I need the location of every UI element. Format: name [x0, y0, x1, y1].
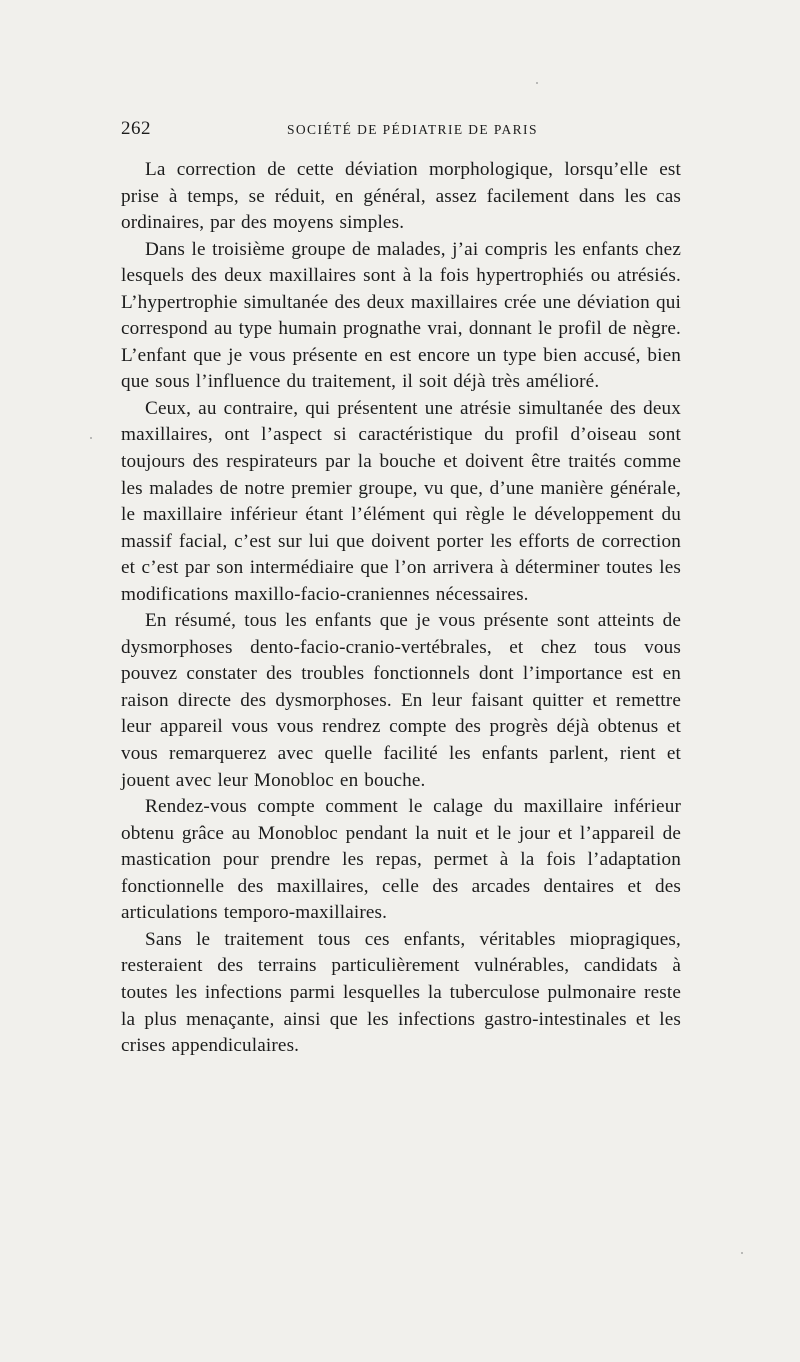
- paper-speck: [741, 1252, 743, 1254]
- running-head: SOCIÉTÉ DE PÉDIATRIE DE PARIS: [287, 122, 538, 137]
- paragraph-6: Sans le traitement tous ces enfants, véritables miopragiques, resteraient des terrains particulièrement vulnérables, candidats à toutes les infections parmi lesquelles la tuberculose pulmonaire reste la plus menaçante, ainsi que les infections gastro-intestinales et les crises appendiculaires.: [121, 928, 681, 1057]
- page-header: [121, 118, 681, 144]
- paragraph-5: Rendez-vous compte comment le calage du maxillaire inférieur obtenu grâce au Monobloc pendant la nuit et le jour et l’appareil de mastication pour prendre les repas, permet à la fois l’adaptation fonctionnelle des maxillaires, celle des arcades dentaires et des articulations temporo-maxillaires.: [121, 796, 681, 924]
- paragraph-1: La correction de cette déviation morphologique, lorsqu’elle est prise à temps, se réduit, en général, assez facilement dans les cas ordinaires, par des moyens simples.: [121, 159, 681, 234]
- paper-speck: [536, 82, 538, 84]
- paragraph-2: Dans le troisième groupe de malades, j’ai compris les enfants chez lesquels des deux maxillaires sont à la fois hypertrophiés ou atrésiés. L’hypertrophie simultanée des deux maxillaires crée une déviation qui correspond au type humain prognathe vrai, donnant le profil de nègre. L’enfant que je vous présente en est encore un type bien accusé, bien que sous l’influence du traitement, il soit déjà très amélioré.: [121, 238, 681, 393]
- body-text: [121, 157, 681, 1060]
- paragraph-4: En résumé, tous les enfants que je vous présente sont atteints de dysmorphoses dento-facio-cranio-vertébrales, et chez tous vous pouvez constater des troubles fonctionnels dont l’importance est en raison directe des dysmorphoses. En leur faisant quitter et remettre leur appareil vous vous rendrez compte des progrès déjà obtenus et vous remarquerez avec quelle facilité les enfants parlent, rient et jouent avec leur Monobloc en bouche.: [121, 610, 681, 791]
- paragraph-3: Ceux, au contraire, qui présentent une atrésie simultanée des deux maxillaires, ont l’aspect si caractéristique du profil d’oiseau sont toujours des respirateurs par la bouche et doivent être traités comme les malades de notre premier groupe, vu que, d’une manière générale, le maxillaire inférieur étant l’élément qui règle le développement du massif facial, c’est sur lui que doivent porter les efforts de correction et c’est par son intermédiaire que l’on arrivera à déterminer toutes les modifications maxillo-facio-craniennes nécessaires.: [121, 397, 681, 605]
- paper-speck: [90, 437, 92, 439]
- page-number: 262: [121, 118, 151, 139]
